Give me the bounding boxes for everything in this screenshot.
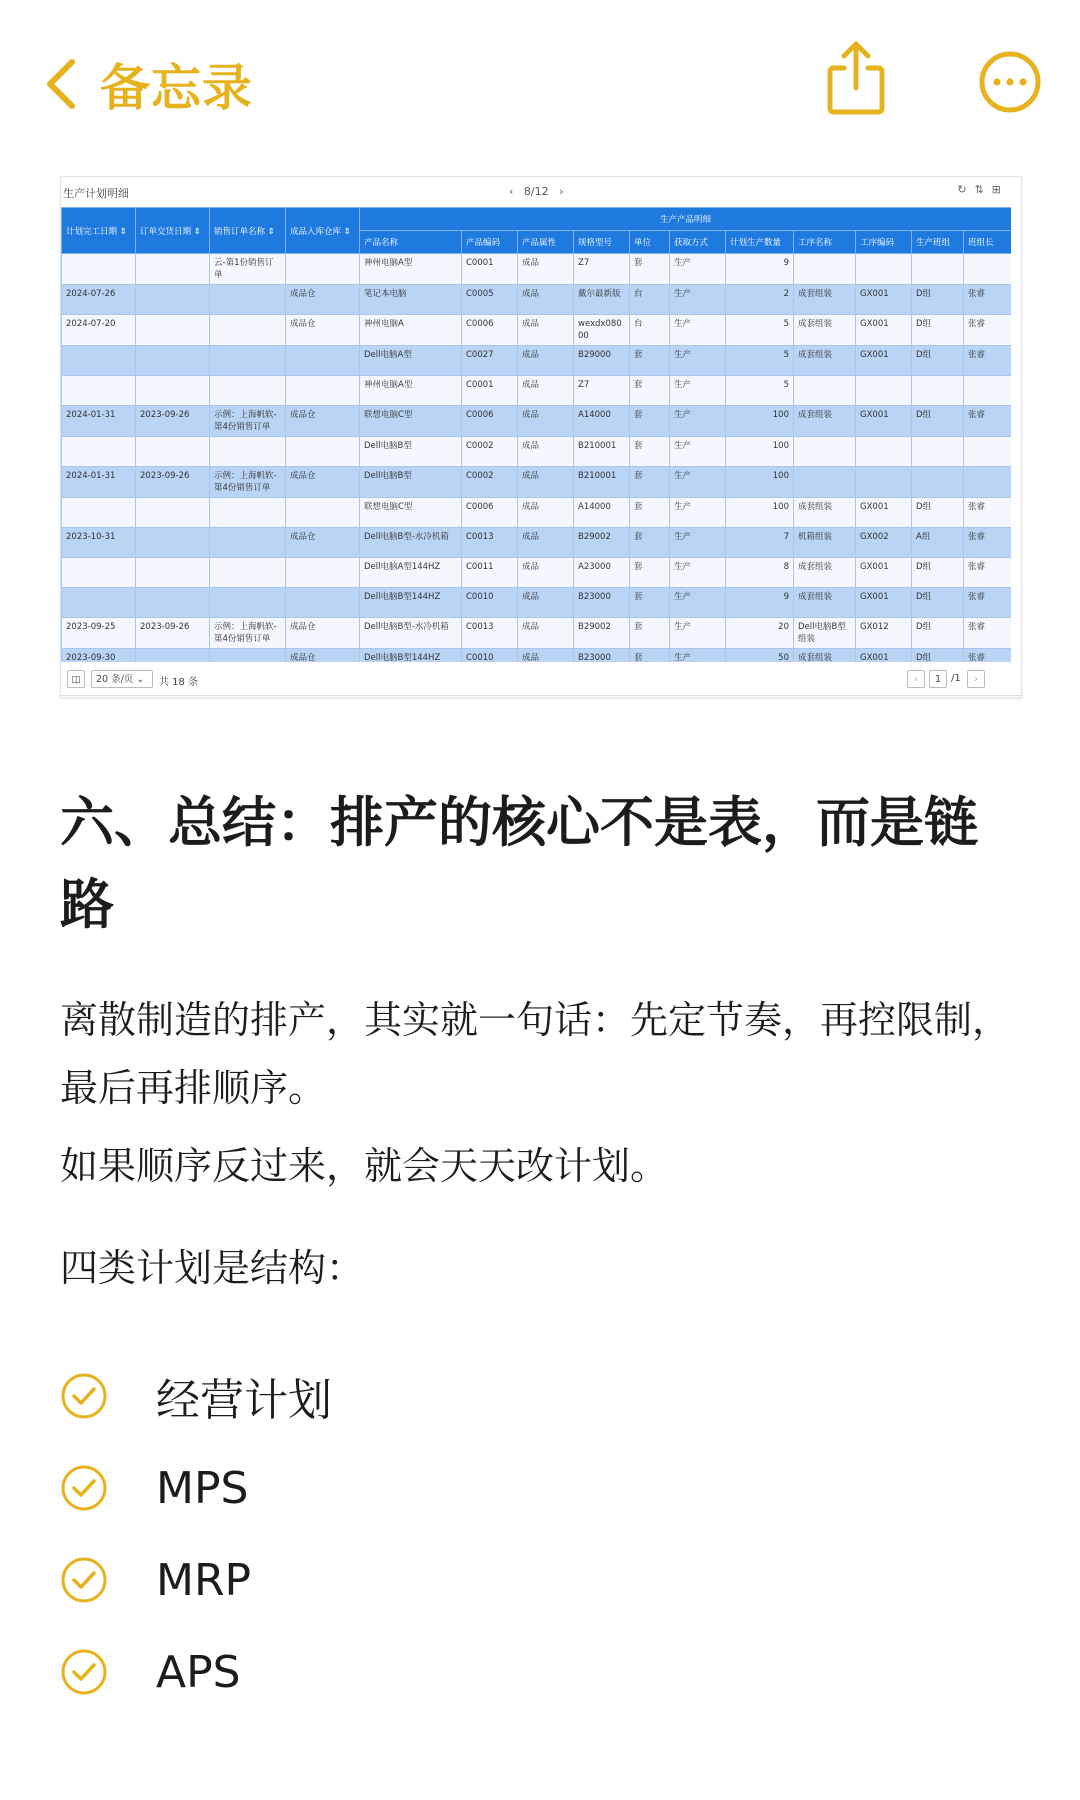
report-page: 8/12: [523, 185, 549, 198]
table-cell: 2023-10-31: [62, 528, 136, 558]
table-cell: [210, 528, 286, 558]
table-cell: 成品仓: [286, 467, 360, 498]
table-cell: [286, 558, 360, 588]
paragraph-1: 离散制造的排产，其实就一句话：先定节奏，再控限制，最后再排顺序。: [60, 998, 1011, 1110]
grid-icon: ⊞: [991, 183, 1009, 196]
table-cell: [794, 467, 856, 498]
table-cell: [964, 467, 1012, 498]
table-cell: GX001: [856, 285, 912, 315]
checklist-item[interactable]: [60, 1534, 960, 1626]
table-cell: 5: [726, 376, 794, 406]
column-header[interactable]: 产品名称: [360, 231, 462, 254]
checklist-label: 经营计划: [156, 1375, 332, 1426]
table-cell: 台: [630, 285, 670, 315]
table-cell: C0006: [462, 498, 518, 528]
table-row[interactable]: [62, 437, 1012, 467]
table-cell: 张睿: [964, 528, 1012, 558]
table-cell: Dell电脑B型-水冷机箱: [360, 618, 462, 649]
table-cell: 套: [630, 528, 670, 558]
table-cell: A14000: [574, 498, 630, 528]
table-cell: 成品仓: [286, 315, 360, 346]
table-row[interactable]: [62, 498, 1012, 528]
table-cell: [912, 376, 964, 406]
report-pager: ‹ 8/12 ›: [509, 185, 564, 198]
table-cell: 生产: [670, 618, 726, 649]
table-cell: [210, 315, 286, 346]
table-row[interactable]: [62, 406, 1012, 437]
table-cell: GX001: [856, 315, 912, 346]
table-cell: [62, 558, 136, 588]
table-cell: 生产: [670, 498, 726, 528]
table-cell: [286, 346, 360, 376]
table-cell: A组: [912, 528, 964, 558]
table-cell: 神州电脑A型: [360, 376, 462, 406]
table-cell: [794, 437, 856, 467]
table-cell: wexdx08000: [574, 315, 630, 346]
table-cell: 成品: [518, 588, 574, 618]
total-count: 共 18 条: [159, 677, 199, 688]
table-cell: 成品仓: [286, 618, 360, 649]
checklist-label: MPS: [156, 1462, 249, 1514]
table-cell: 9: [726, 254, 794, 285]
table-cell: 成套组装: [794, 498, 856, 528]
table-cell: D组: [912, 315, 964, 346]
table-cell: 成品: [518, 254, 574, 285]
table-cell: 100: [726, 437, 794, 467]
table-cell: 成套组装: [794, 406, 856, 437]
table-cell: [136, 285, 210, 315]
table-cell: [136, 254, 210, 285]
table-cell: 9: [726, 588, 794, 618]
table-cell: [136, 346, 210, 376]
table-cell: 成品仓: [286, 285, 360, 315]
column-header[interactable]: 产品属性: [518, 231, 574, 254]
column-header[interactable]: 工序编码: [856, 231, 912, 254]
table-cell: 成品: [518, 558, 574, 588]
table-cell: 生产: [670, 315, 726, 346]
table-cell: [210, 498, 286, 528]
table-cell: 成套组装: [794, 285, 856, 315]
table-cell: GX012: [856, 618, 912, 649]
table-cell: [210, 346, 286, 376]
table-cell: [856, 254, 912, 285]
table-cell: 100: [726, 467, 794, 498]
table-cell: [62, 437, 136, 467]
table-cell: 张睿: [964, 618, 1012, 649]
table-cell: D组: [912, 285, 964, 315]
table-cell: 8: [726, 558, 794, 588]
table-cell: [912, 254, 964, 285]
table-cell: GX001: [856, 346, 912, 376]
checklist-label: MRP: [156, 1554, 252, 1606]
table-cell: 笔记本电脑: [360, 285, 462, 315]
table-cell: D组: [912, 618, 964, 649]
table-cell: [912, 437, 964, 467]
table-cell: 张睿: [964, 346, 1012, 376]
back-label: 备忘录: [100, 59, 253, 117]
table-cell: 20: [726, 618, 794, 649]
table-cell: B29000: [574, 346, 630, 376]
table-cell: GX001: [856, 588, 912, 618]
column-header[interactable]: 订单交货日期 ⇕: [136, 208, 210, 254]
checkmark-circle-icon[interactable]: [60, 1648, 108, 1696]
checklist: [60, 1350, 960, 1718]
table-cell: B29002: [574, 618, 630, 649]
table-cell: C0006: [462, 406, 518, 437]
more-icon[interactable]: [978, 50, 1042, 114]
table-cell: 生产: [670, 467, 726, 498]
table-cell: [856, 437, 912, 467]
table-cell: 成套组装: [794, 315, 856, 346]
column-header[interactable]: 班组长: [964, 231, 1012, 254]
table-cell: 100: [726, 406, 794, 437]
embedded-screenshot: [60, 176, 1022, 698]
table-cell: 套: [630, 467, 670, 498]
table-cell: 张睿: [964, 649, 1012, 663]
table-cell: [210, 437, 286, 467]
table-cell: 成品仓: [286, 528, 360, 558]
table-cell: 成套组装: [794, 588, 856, 618]
table-cell: 联想电脑C型: [360, 498, 462, 528]
table-cell: 成品: [518, 346, 574, 376]
table-cell: 成品: [518, 528, 574, 558]
back-button[interactable]: [44, 52, 253, 116]
table-cell: [286, 376, 360, 406]
table-cell: C0006: [462, 315, 518, 346]
table-cell: 生产: [670, 346, 726, 376]
current-page-input[interactable]: 1: [929, 670, 947, 688]
table-cell: Dell电脑B型: [360, 467, 462, 498]
table-cell: 成品仓: [286, 649, 360, 663]
table-cell: [136, 528, 210, 558]
table-cell: GX001: [856, 558, 912, 588]
table-cell: 生产: [670, 649, 726, 663]
table-cell: 套: [630, 346, 670, 376]
table-cell: [62, 588, 136, 618]
table-row[interactable]: [62, 346, 1012, 376]
table-cell: 张睿: [964, 498, 1012, 528]
table-cell: 张睿: [964, 588, 1012, 618]
table-cell: [856, 376, 912, 406]
table-cell: [136, 437, 210, 467]
table-cell: 生产: [670, 285, 726, 315]
checkmark-circle-icon[interactable]: [60, 1372, 108, 1420]
table-container: [61, 207, 1011, 662]
pagination-bar: [61, 661, 1021, 697]
table-cell: [136, 315, 210, 346]
table-row[interactable]: [62, 285, 1012, 315]
table-cell: Z7: [574, 376, 630, 406]
column-header[interactable]: 规格型号: [574, 231, 630, 254]
table-cell: D组: [912, 558, 964, 588]
table-cell: B23000: [574, 588, 630, 618]
column-header[interactable]: 获取方式: [670, 231, 726, 254]
table-cell: 示例：上海帆软-第4份销售订单: [210, 406, 286, 437]
table-cell: C0001: [462, 254, 518, 285]
table-cell: C0011: [462, 558, 518, 588]
table-row[interactable]: [62, 376, 1012, 406]
screenshot-toolbar: [61, 177, 1021, 207]
checkmark-circle-icon[interactable]: [60, 1464, 108, 1512]
table-cell: 成品: [518, 406, 574, 437]
table-cell: A23000: [574, 558, 630, 588]
table-cell: [286, 254, 360, 285]
table-cell: 2: [726, 285, 794, 315]
table-cell: C0010: [462, 649, 518, 663]
table-cell: [794, 254, 856, 285]
table-cell: 100: [726, 498, 794, 528]
table-cell: GX001: [856, 406, 912, 437]
table-cell: GX001: [856, 498, 912, 528]
checklist-item[interactable]: [60, 1626, 960, 1718]
table-cell: 5: [726, 346, 794, 376]
table-cell: 成品仓: [286, 406, 360, 437]
table-cell: D组: [912, 588, 964, 618]
table-cell: 成品: [518, 437, 574, 467]
table-cell: [856, 467, 912, 498]
table-cell: 成套组装: [794, 558, 856, 588]
report-title: 生产计划明细: [63, 187, 129, 200]
table-cell: 2023-09-26: [136, 406, 210, 437]
group-header: 生产产品明细: [360, 208, 1012, 231]
table-row[interactable]: [62, 254, 1012, 285]
table-cell: 套: [630, 437, 670, 467]
table-cell: Dell电脑A型: [360, 346, 462, 376]
divider: [61, 695, 1021, 696]
table-cell: Dell电脑B型144HZ: [360, 649, 462, 663]
table-cell: C0001: [462, 376, 518, 406]
table-cell: 成品: [518, 315, 574, 346]
table-row[interactable]: [62, 467, 1012, 498]
table-cell: Z7: [574, 254, 630, 285]
table-cell: D组: [912, 406, 964, 437]
table-cell: [136, 649, 210, 663]
table-row[interactable]: [62, 315, 1012, 346]
table-cell: D组: [912, 498, 964, 528]
checklist-item[interactable]: [60, 1350, 960, 1442]
table-cell: [964, 437, 1012, 467]
table-cell: [62, 376, 136, 406]
table-cell: 套: [630, 406, 670, 437]
prev-page-button[interactable]: ‹: [907, 670, 925, 688]
table-cell: B23000: [574, 649, 630, 663]
table-cell: 张睿: [964, 285, 1012, 315]
table-cell: 套: [630, 588, 670, 618]
table-cell: 机箱组装: [794, 528, 856, 558]
table-cell: [286, 437, 360, 467]
next-page-button[interactable]: ›: [967, 670, 985, 688]
nav-bar: [0, 0, 1080, 170]
table-cell: [136, 588, 210, 618]
table-cell: C0027: [462, 346, 518, 376]
section-heading: 六、总结：排产的核心不是表，而是链路: [60, 791, 978, 936]
plan-table: [61, 207, 1011, 662]
table-cell: Dell电脑A型144HZ: [360, 558, 462, 588]
table-cell: 张睿: [964, 558, 1012, 588]
table-cell: 2024-01-31: [62, 467, 136, 498]
page-total: /1: [951, 673, 961, 684]
table-cell: B29002: [574, 528, 630, 558]
checkmark-circle-icon[interactable]: [60, 1556, 108, 1604]
layout-icon[interactable]: ◫: [67, 670, 85, 688]
table-cell: GX002: [856, 528, 912, 558]
report-tools: [957, 183, 1009, 196]
table-cell: 神州电脑A型: [360, 254, 462, 285]
table-cell: [286, 498, 360, 528]
table-cell: D组: [912, 346, 964, 376]
table-cell: 生产: [670, 406, 726, 437]
column-header[interactable]: 生产班组: [912, 231, 964, 254]
table-cell: [912, 467, 964, 498]
table-cell: 套: [630, 254, 670, 285]
column-header[interactable]: 计划生产数量: [726, 231, 794, 254]
share-icon[interactable]: [824, 38, 888, 118]
column-header[interactable]: 计划完工日期 ⇕: [62, 208, 136, 254]
table-cell: 成品: [518, 285, 574, 315]
table-row[interactable]: [62, 649, 1012, 663]
table-cell: [210, 649, 286, 663]
table-cell: 成品: [518, 649, 574, 663]
table-cell: [210, 376, 286, 406]
table-cell: [964, 376, 1012, 406]
table-cell: B210001: [574, 437, 630, 467]
table-cell: 戴尔最新版: [574, 285, 630, 315]
table-cell: 生产: [670, 376, 726, 406]
page-size-select[interactable]: 20 条/页 ⌄: [91, 670, 153, 688]
table-cell: 2024-07-26: [62, 285, 136, 315]
table-cell: C0013: [462, 618, 518, 649]
table-cell: 成品: [518, 498, 574, 528]
table-row[interactable]: [62, 528, 1012, 558]
column-header[interactable]: 成品入库仓库 ⇕: [286, 208, 360, 254]
table-cell: 成品: [518, 376, 574, 406]
table-cell: 套: [630, 498, 670, 528]
table-cell: 2023-09-26: [136, 467, 210, 498]
table-cell: 示例：上海帆软-第4份销售订单: [210, 618, 286, 649]
table-cell: 示例：上海帆软-第4份销售订单: [210, 467, 286, 498]
table-cell: Dell电脑B型-水冷机箱: [360, 528, 462, 558]
table-cell: 联想电脑C型: [360, 406, 462, 437]
page-size-value: 20 条/页: [96, 674, 134, 685]
table-cell: 生产: [670, 528, 726, 558]
table-cell: 7: [726, 528, 794, 558]
checklist-item[interactable]: [60, 1442, 960, 1534]
table-cell: B210001: [574, 467, 630, 498]
table-cell: 台: [630, 315, 670, 346]
table-cell: Dell电脑B型组装: [794, 618, 856, 649]
table-cell: [136, 376, 210, 406]
table-cell: 生产: [670, 437, 726, 467]
table-cell: A14000: [574, 406, 630, 437]
table-cell: C0002: [462, 437, 518, 467]
sort-icon: ⇅: [974, 183, 992, 196]
table-cell: 生产: [670, 254, 726, 285]
column-header[interactable]: 单位: [630, 231, 670, 254]
table-cell: 张睿: [964, 315, 1012, 346]
chevron-left-icon: [44, 56, 78, 112]
table-cell: C0005: [462, 285, 518, 315]
table-cell: [136, 498, 210, 528]
table-cell: [794, 376, 856, 406]
table-cell: 生产: [670, 588, 726, 618]
table-cell: [136, 558, 210, 588]
table-cell: [62, 346, 136, 376]
table-cell: 2023-09-30: [62, 649, 136, 663]
table-cell: D组: [912, 649, 964, 663]
table-cell: 50: [726, 649, 794, 663]
table-cell: 2024-07-20: [62, 315, 136, 346]
table-cell: 成品: [518, 618, 574, 649]
table-cell: 云-第1份销售订单: [210, 254, 286, 285]
table-cell: [62, 254, 136, 285]
table-row[interactable]: [62, 588, 1012, 618]
column-header[interactable]: 工序名称: [794, 231, 856, 254]
table-cell: [210, 588, 286, 618]
table-cell: [210, 558, 286, 588]
table-cell: Dell电脑B型144HZ: [360, 588, 462, 618]
table-row[interactable]: [62, 618, 1012, 649]
column-header[interactable]: 产品编码: [462, 231, 518, 254]
table-cell: C0002: [462, 467, 518, 498]
refresh-icon: ↻: [957, 183, 975, 196]
table-cell: 套: [630, 649, 670, 663]
table-cell: [964, 254, 1012, 285]
table-cell: Dell电脑B型: [360, 437, 462, 467]
table-row[interactable]: [62, 558, 1012, 588]
table-cell: 成品: [518, 467, 574, 498]
table-cell: C0013: [462, 528, 518, 558]
table-cell: 5: [726, 315, 794, 346]
table-cell: 2023-09-25: [62, 618, 136, 649]
table-cell: 2023-09-26: [136, 618, 210, 649]
table-cell: [286, 588, 360, 618]
paragraph-2: 如果顺序反过来，就会天天改计划。: [60, 1144, 669, 1188]
table-cell: 成套组装: [794, 346, 856, 376]
table-cell: [62, 498, 136, 528]
table-cell: 神州电脑A: [360, 315, 462, 346]
table-cell: 套: [630, 376, 670, 406]
checklist-label: APS: [156, 1646, 241, 1698]
table-cell: GX001: [856, 649, 912, 663]
table-cell: 2024-01-31: [62, 406, 136, 437]
table-cell: 张睿: [964, 406, 1012, 437]
table-cell: 成套组装: [794, 649, 856, 663]
table-cell: 套: [630, 558, 670, 588]
table-cell: 套: [630, 618, 670, 649]
paragraph-3: 四类计划是结构：: [60, 1246, 365, 1290]
table-cell: [210, 285, 286, 315]
table-cell: 生产: [670, 558, 726, 588]
column-header[interactable]: 销售订单名称 ⇕: [210, 208, 286, 254]
table-cell: C0010: [462, 588, 518, 618]
